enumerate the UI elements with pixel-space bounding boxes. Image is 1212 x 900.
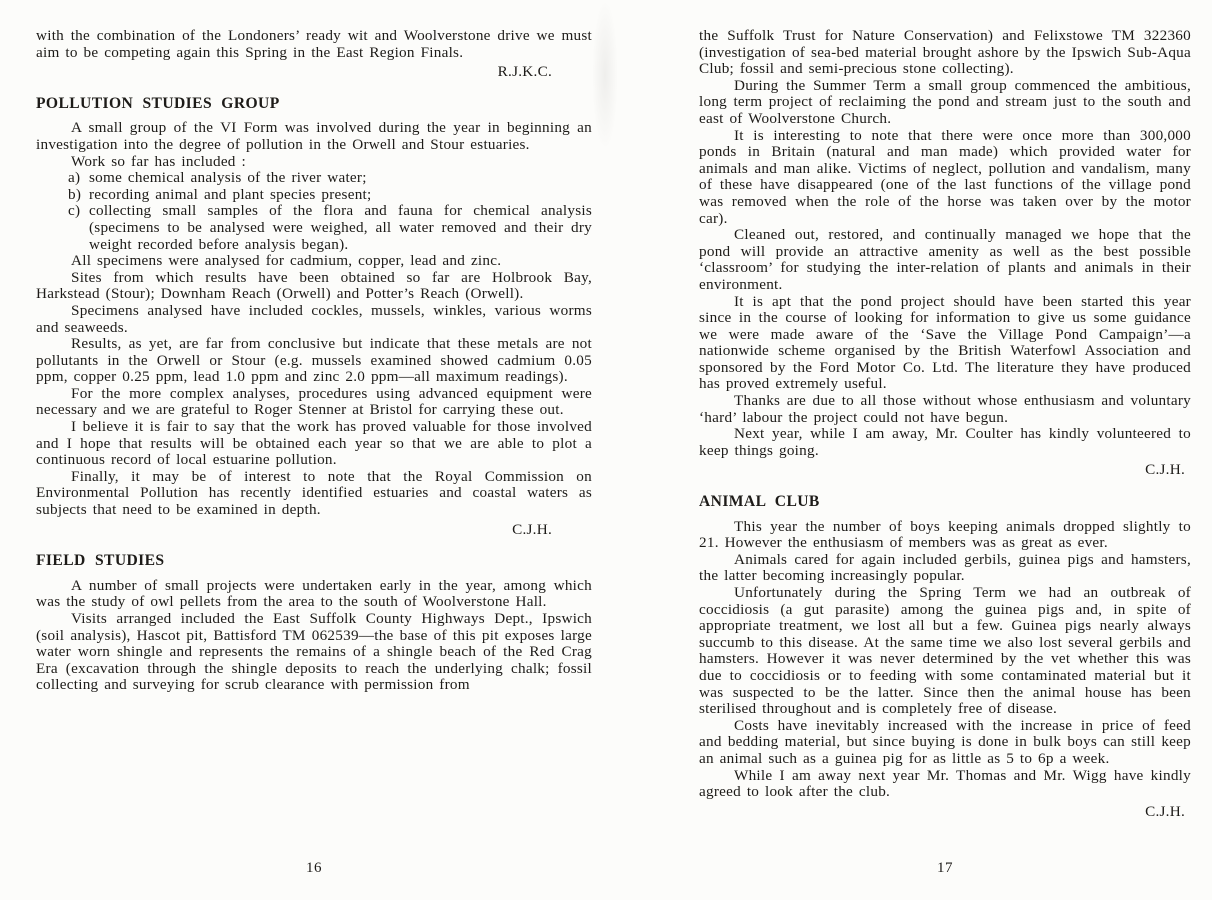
paragraph: A small group of the VI Form was involved during the year in beginning an investigation into the degree of pollution in the Orwell and Stour estuaries. xyxy=(36,119,592,153)
gutter-shading xyxy=(592,0,618,150)
page-number-left: 16 xyxy=(306,860,322,876)
paragraph: It is interesting to note that there were once more than 300,000 ponds in Britain (natural and man made) which provided water for animals and man alike. Victims of neglect, pollution and vandalism, many of these have disappeared (one of the last functions of the village pond was removed when the role of the horse was taken over by the motor car). xyxy=(699,126,1191,227)
paragraph: Thanks are due to all those without whose enthusiasm and voluntary ‘hard’ labour the project could not have begun. xyxy=(699,392,1191,426)
section-heading: ANIMAL CLUB xyxy=(699,493,820,511)
list-item-text: recording animal and plant species present; xyxy=(89,185,372,203)
paragraph: I believe it is fair to say that the work has proved valuable for those involved and I hope that results will be obtained each year so that we are able to plot a continuous record of local estuarine pollution. xyxy=(36,418,592,469)
author-initials: R.J.K.C. xyxy=(497,63,552,81)
paragraph: All specimens were analysed for cadmium, copper, lead and zinc. xyxy=(71,252,502,270)
list-marker: b) xyxy=(68,185,82,203)
author-initials: C.J.H. xyxy=(1145,802,1185,820)
paragraph: For the more complex analyses, procedures using advanced equipment were necessary and we are grateful to Roger Stenner at Bristol for carrying these out. xyxy=(36,384,592,419)
paragraph: It is apt that the pond project should have been started this year since in the course of looking for information to give us some guidance we were made aware of the ‘Save the Village Pond Campaign’—a nationwide scheme organised by the British Waterfowl Association and sponsored by the Ford Motor Co. Ltd. The literature they have produced has proved extremely useful. xyxy=(699,292,1191,393)
paragraph: with the combination of the Londoners’ ready wit and Woolverstone drive we must aim to be competing again this Spring in the East Region Finals. xyxy=(36,27,592,61)
list-item-text: collecting small samples of the flora and fauna for chemical analysis (specimens to be analysed were weighed, all water removed and their dry weight recorded before analysis began). xyxy=(89,202,592,253)
paragraph: the Suffolk Trust for Nature Conservation) and Felixstowe TM 322360 (investigation of sea-bed material brought ashore by the Ipswich Sub-Aqua Club; fossil and semi-precious stone collecting). xyxy=(699,27,1191,78)
section-heading: POLLUTION STUDIES GROUP xyxy=(36,94,280,112)
paragraph: A number of small projects were undertaken early in the year, among which was the study of owl pellets from the area to the south of Woolverstone Hall. xyxy=(36,576,592,611)
paragraph: Costs have inevitably increased with the increase in price of feed and bedding material, but since buying is done in bulk boys can still keep an animal such as a guinea pig for as little as 5 to 6p a week. xyxy=(699,716,1191,767)
right-page xyxy=(699,28,1191,829)
paragraph: Unfortunately during the Spring Term we had an outbreak of coccidiosis (a gut parasite) among the guinea pigs and, in spite of appropriate treatment, we lost all but a few. Guinea pigs nearly always succumb to this disease. At the same time we also lost several gerbils and hamsters. However it was never determined by the vet whether this was due to coccidiosis or to feeding with some contaminated material but it was suspected to be the latter. Since then the animal house has been sterilised throughout and is completely free of disease. xyxy=(699,584,1191,718)
paragraph: Finally, it may be of interest to note that the Royal Commission on Environmental Pollution has recently identified estuaries and coastal waters as subjects that need to be examined in depth. xyxy=(36,467,592,519)
list-item xyxy=(36,170,592,187)
list-marker: c) xyxy=(68,202,81,220)
paragraph: While I am away next year Mr. Thomas and Mr. Wigg have kindly agreed to look after the club. xyxy=(699,766,1191,801)
left-page xyxy=(36,28,592,694)
author-initials: C.J.H. xyxy=(1145,461,1185,479)
paragraph: Next year, while I am away, Mr. Coulter has kindly volunteered to keep things going. xyxy=(699,425,1191,459)
page-number-right: 17 xyxy=(937,860,953,876)
paragraph: Sites from which results have been obtained so far are Holbrook Bay, Harkstead (Stour); Downham Reach (Orwell) and Potter’s Reach (Orwell). xyxy=(36,268,592,303)
paragraph: Results, as yet, are far from conclusive but indicate that these metals are not pollutants in the Orwell or Stour (e.g. mussels examined showed cadmium 0.05 ppm, copper 0.25 ppm, lead 1.0 ppm and zinc 2.0 ppm—all maximum readings). xyxy=(36,335,592,386)
paragraph: Specimens analysed have included cockles, mussels, winkles, various worms and seaweeds. xyxy=(36,301,592,336)
list-item xyxy=(36,203,592,253)
paragraph: Work so far has included : xyxy=(71,152,246,170)
paragraph: During the Summer Term a small group commenced the ambitious, long term project of reclaiming the pond and stream just to the south and east of Woolverstone Church. xyxy=(699,76,1191,127)
left-page-content xyxy=(36,28,592,694)
section-heading: FIELD STUDIES xyxy=(36,552,165,570)
list-item xyxy=(36,187,592,204)
paragraph: This year the number of boys keeping animals dropped slightly to 21. However the enthusiasm of members was as great as ever. xyxy=(699,517,1191,552)
list-marker: a) xyxy=(68,169,81,187)
right-page-content xyxy=(699,28,1191,820)
paragraph: Animals cared for again included gerbils, guinea pigs and hamsters, the latter becoming increasingly popular. xyxy=(699,550,1191,585)
paragraph: Visits arranged included the East Suffolk County Highways Dept., Ipswich (soil analysis), Hascot pit, Battisford TM 062539—the base of this pit exposes large water worn shingle and represents the remains of a shingle beach of the Red Crag Era (excavation through the shingle deposits to reach the underlying chalk; fossil collecting and surveying for scrub clearance with permission from xyxy=(36,610,592,694)
paragraph: Cleaned out, restored, and continually managed we hope that the pond will provide an attractive amenity as well as the best possible ‘classroom’ for studying the inter-relation of plants and animals in their environment. xyxy=(699,226,1191,293)
author-initials: C.J.H. xyxy=(512,520,552,538)
list-item-text: some chemical analysis of the river water; xyxy=(89,169,367,187)
